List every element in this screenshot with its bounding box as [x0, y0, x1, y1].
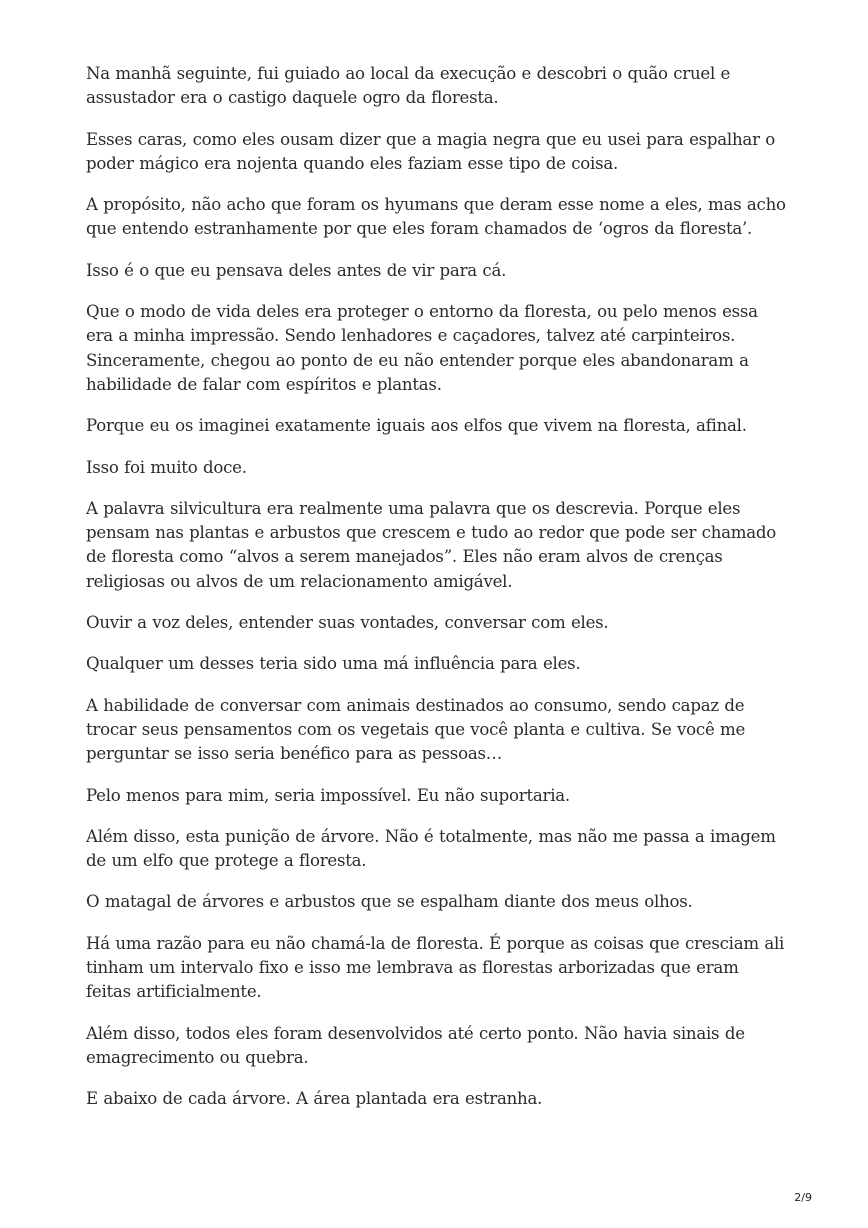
- paragraph: A palavra silvicultura era realmente uma palavra que os descrevia. Porque eles pensam nas plantas e arbustos que crescem e tudo ao redor que pode ser chamado de floresta como “alvos a serem manejados”. Eles não eram alvos de crenças religiosas ou alvos de um relacionamento amigável.: [86, 498, 777, 591]
- paragraph: A habilidade de conversar com animais destinados ao consumo, sendo capaz de trocar seus pensamentos com os vegetais que você planta e cultiva. Se você me perguntar se isso seria benéfico para as pessoas…: [86, 695, 746, 764]
- paragraph: Que o modo de vida deles era proteger o entorno da floresta, ou pelo menos essa era a minha impressão. Sendo lenhadores e caçadores, talvez até carpinteiros. Sinceramente, chegou ao ponto de eu não entender porque eles abandonaram a habilidade de falar com espíritos e plantas.: [86, 302, 758, 394]
- paragraph: Isso é o que eu pensava deles antes de vir para cá.: [86, 260, 507, 280]
- paragraph: E abaixo de cada árvore. A área plantada era estranha.: [86, 1089, 543, 1109]
- paragraph: Além disso, esta punição de árvore. Não é totalmente, mas não me passa a imagem de um elfo que protege a floresta.: [86, 826, 776, 871]
- paragraph: Na manhã seguinte, fui guiado ao local da execução e descobri o quão cruel e assustador era o castigo daquele ogro da floresta.: [86, 64, 731, 108]
- paragraph: Qualquer um desses teria sido uma má influência para eles.: [86, 654, 581, 674]
- paragraph: Há uma razão para eu não chamá-la de floresta. É porque as coisas que cresciam ali tinham um intervalo fixo e isso me lembrava as florestas arborizadas que eram feitas artificialmente.: [86, 933, 785, 1002]
- paragraph: A propósito, não acho que foram os hyumans que deram esse nome a eles, mas acho que entendo estranhamente por que eles foram chamados de ‘ogros da floresta’.: [86, 195, 786, 239]
- page-number: 2/9: [794, 1191, 812, 1204]
- document-body: [86, 62, 786, 1129]
- paragraph: O matagal de árvores e arbustos que se espalham diante dos meus olhos.: [86, 892, 693, 912]
- paragraph: Porque eu os imaginei exatamente iguais aos elfos que vivem na floresta, afinal.: [86, 416, 747, 436]
- paragraph: Ouvir a voz deles, entender suas vontades, conversar com eles.: [86, 613, 609, 633]
- paragraph: Isso foi muito doce.: [86, 457, 247, 477]
- paragraph: Esses caras, como eles ousam dizer que a magia negra que eu usei para espalhar o poder mágico era nojenta quando eles faziam esse tipo de coisa.: [86, 129, 776, 173]
- paragraph: Pelo menos para mim, seria impossível. Eu não suportaria.: [86, 785, 570, 805]
- paragraph: Além disso, todos eles foram desenvolvidos até certo ponto. Não havia sinais de emagrecimento ou quebra.: [86, 1023, 745, 1067]
